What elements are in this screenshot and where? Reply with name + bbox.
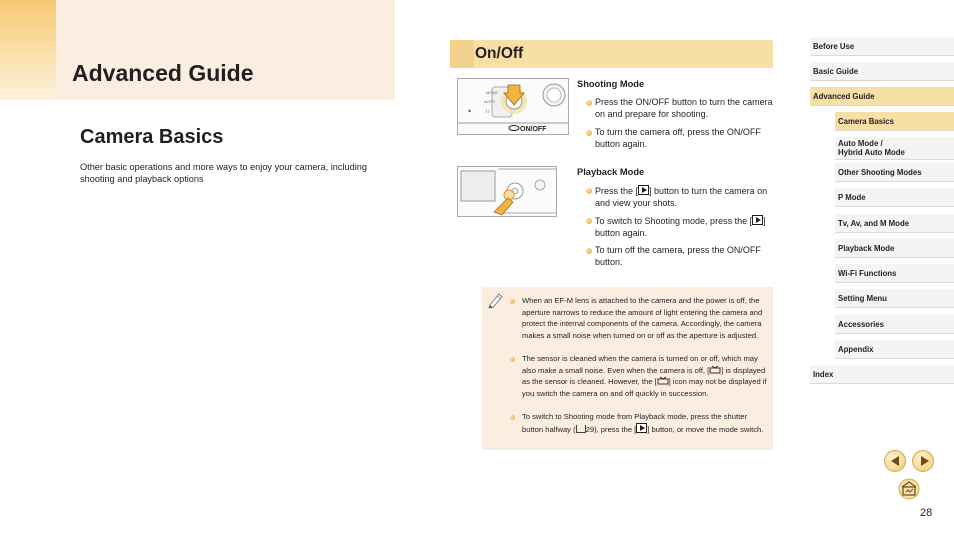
playback-bullet-1: Press the [ ] button to turn the camera on and view your shots. xyxy=(595,186,768,208)
nav-other-shooting-modes[interactable]: Other Shooting Modes xyxy=(835,163,954,182)
nav-before-use[interactable]: Before Use xyxy=(810,37,954,56)
svg-text:◆: ◆ xyxy=(468,108,472,113)
nav-appendix[interactable]: Appendix xyxy=(835,340,954,359)
bullet-icon xyxy=(586,130,592,136)
previous-page-icon[interactable] xyxy=(884,450,906,472)
nav-index[interactable]: Index xyxy=(810,365,954,384)
home-icon[interactable] xyxy=(898,478,920,500)
nav-camera-basics[interactable]: Camera Basics xyxy=(835,112,954,131)
playback-icon xyxy=(638,185,649,195)
section-description: Other basic operations and more ways to enjoy your camera, including shooting and playback options xyxy=(80,162,368,184)
nav-playback-mode[interactable]: Playback Mode xyxy=(835,239,954,258)
shooting-bullet-2: To turn the camera off, press the ON/OFF button again. xyxy=(595,127,761,149)
bullet-icon xyxy=(510,415,515,420)
playback-mode-heading: Playback Mode xyxy=(577,167,645,177)
playback-icon xyxy=(752,215,763,225)
nav-accessories[interactable]: Accessories xyxy=(835,315,954,334)
nav-basic-guide[interactable]: Basic Guide xyxy=(810,62,954,81)
shooting-bullet-1: Press the ON/OFF button to turn the camera on and prepare for shooting. xyxy=(595,97,773,119)
bullet-icon xyxy=(510,299,515,304)
svg-text:AUTO: AUTO xyxy=(484,99,496,104)
nav-p-mode[interactable]: P Mode xyxy=(835,188,954,207)
camera-back-illustration xyxy=(457,166,557,217)
nav-wifi-functions[interactable]: Wi-Fi Functions xyxy=(835,264,954,283)
playback-icon xyxy=(636,423,647,433)
svg-text:MODE: MODE xyxy=(486,90,498,95)
nav-tv-av-m-mode[interactable]: Tv, Av, and M Mode xyxy=(835,214,954,233)
nav-advanced-guide[interactable]: Advanced Guide xyxy=(810,87,954,106)
bullet-icon xyxy=(586,218,592,224)
corner-accent xyxy=(0,0,56,100)
bullet-icon xyxy=(586,248,592,254)
playback-bullet-2: To switch to Shooting mode, press the [ ] button again. xyxy=(595,216,766,238)
shooting-mode-heading: Shooting Mode xyxy=(577,79,645,89)
on-off-label: ON/OFF xyxy=(520,126,547,133)
playback-bullet-3: To turn off the camera, press the ON/OFF button. xyxy=(595,245,761,267)
camera-top-illustration xyxy=(457,78,569,135)
page-reference-icon xyxy=(576,425,586,433)
bullet-icon xyxy=(586,100,592,106)
next-page-icon[interactable] xyxy=(912,450,934,472)
sensor-cleaning-icon xyxy=(657,376,669,385)
section-title: Camera Basics xyxy=(80,126,224,148)
page-number: 28 xyxy=(920,507,933,519)
note-item-1: When an EF-M lens is attached to the camera and the power is off, the aperture narrows to reduce the amount of light entering the camera and protect the internal components of the camera. Accordingly, the camera makes a small noise when turned on or off as the aperture is adjusted. xyxy=(522,296,763,340)
topic-title: On/Off xyxy=(475,45,524,62)
pencil-icon xyxy=(487,291,503,309)
sensor-cleaning-icon xyxy=(709,365,721,374)
note-item-3: To switch to Shooting mode from Playback mode, press the shutter button halfway ( 29), press the [ ] button, or move the mode switch. xyxy=(522,412,764,434)
nav-auto-mode[interactable]: Auto Mode / Hybrid Auto Mode xyxy=(835,137,954,160)
svg-text:[ ]: [ ] xyxy=(486,108,490,113)
bullet-icon xyxy=(510,357,515,362)
bullet-icon xyxy=(586,188,592,194)
guide-title: Advanced Guide xyxy=(72,60,254,86)
note-item-2: The sensor is cleaned when the camera is turned on or off, which may also make a small noise. Even when the camera is off, [ ] is displayed as the sensor is cleaned. However, the [ ] icon may not be displayed if you switch the camera on and off quickly in succession. xyxy=(522,354,767,398)
nav-setting-menu[interactable]: Setting Menu xyxy=(835,289,954,308)
